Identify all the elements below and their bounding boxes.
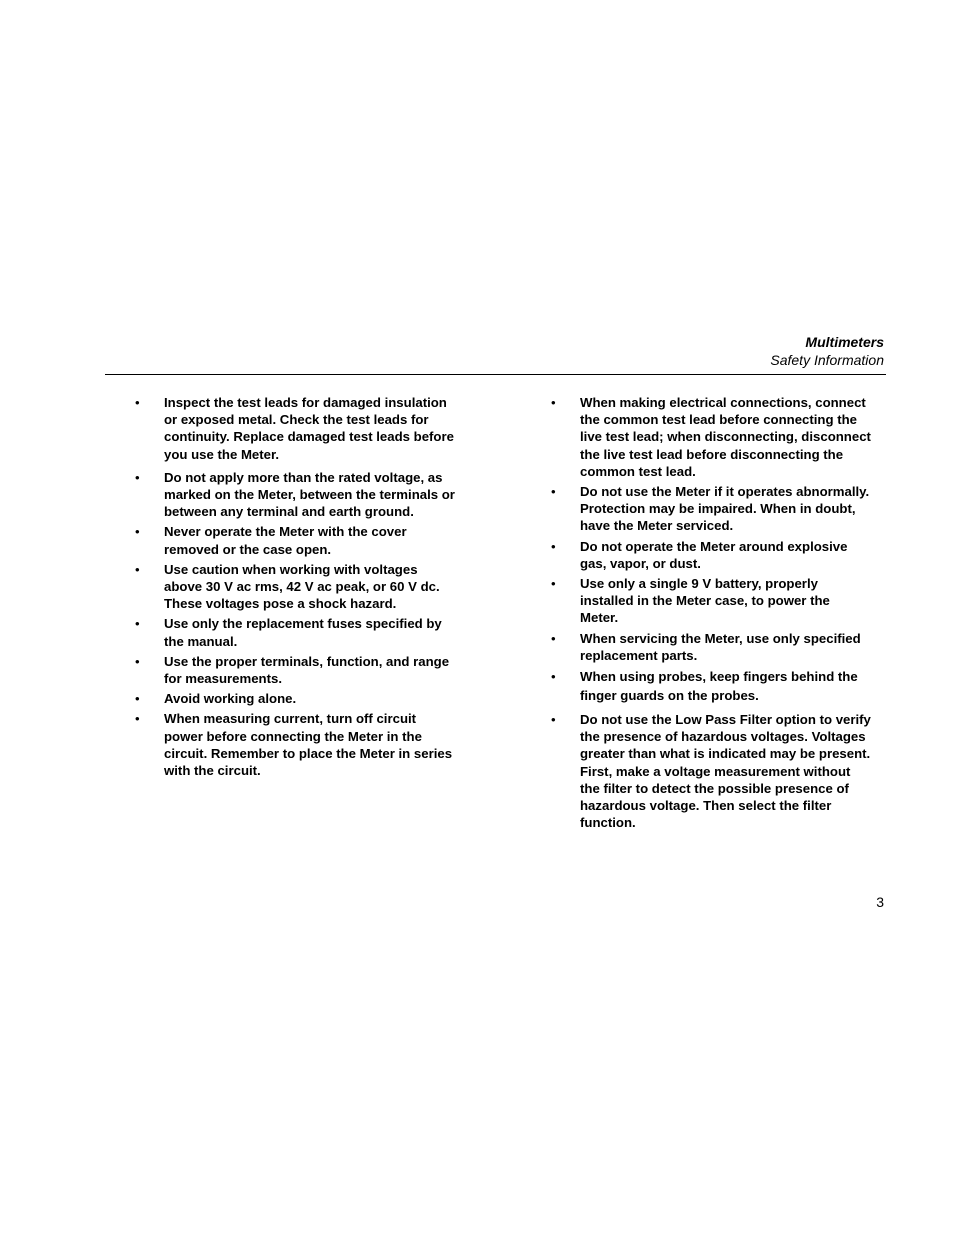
bullet-icon: • [551,484,556,500]
bullet-icon: • [135,561,140,577]
bullet-item [135,615,455,649]
bullet-icon: • [551,630,556,646]
bullet-item [551,667,871,705]
page-number: 3 [876,894,884,910]
bullet-item [551,394,871,480]
bullet-item [551,538,871,572]
bullet-item [135,523,455,557]
bullet-icon: • [135,616,140,632]
bullet-text: Use only the replacement fuses specified by the manual. [164,616,442,649]
bullet-item [135,710,455,779]
bullet-text: Inspect the test leads for damaged insulation or exposed metal. Check the test leads for continuity. Replace damaged test leads before you use the Meter. [164,395,454,462]
bullet-icon: • [551,395,556,410]
bullet-text: Never operate the Meter with the cover removed or the case open. [164,524,407,557]
bullet-icon: • [551,712,556,728]
header-rule [105,374,886,375]
bullet-item [551,575,871,627]
bullet-text: When using probes, keep fingers behind the finger guards on the probes. [580,669,858,704]
bullet-item [135,690,455,707]
bullet-text: Use only a single 9 V battery, properly installed in the Meter case, to power the Meter. [580,576,830,626]
running-header [770,333,884,369]
bullet-icon: • [135,395,140,410]
header-title: Multimeters [805,334,884,350]
right-bullet-column [551,394,871,834]
bullet-text: When making electrical connections, connect the common test lead before connecting the live test lead; when disconnecting, disconnect the live test lead before disconnecting the common test lead. [580,395,871,479]
bullet-icon: • [551,538,556,554]
bullet-icon: • [135,653,140,669]
bullet-icon: • [135,524,140,540]
bullet-text: Do not operate the Meter around explosive gas, vapor, or dust. [580,538,848,571]
bullet-item [551,630,871,664]
bullet-item [135,469,455,521]
bullet-item [135,394,455,463]
bullet-text: When measuring current, turn off circuit power before connecting the Meter in the circuit. Remember to place the Meter in series with the circuit. [164,711,453,779]
bullet-icon: • [551,669,556,685]
bullet-icon: • [551,576,556,592]
bullet-text: Do not apply more than the rated voltage, as marked on the Meter, between the terminals or between any terminal and earth ground. [164,469,455,520]
bullet-icon: • [135,711,140,727]
bullet-text: When servicing the Meter, use only specified replacement parts. [580,630,861,663]
bullet-text: Use caution when working with voltages above 30 V ac rms, 42 V ac peak, or 60 V dc. These voltages pose a shock hazard. [164,561,440,612]
bullet-text: Do not use the Low Pass Filter option to verify the presence of hazardous voltages. Voltages greater than what is indicated may be present. First, make a voltage measurement without the filter to detect the possible presence of hazardous voltage. Then select the filter function. [580,712,871,831]
left-bullet-column [135,394,455,782]
bullet-icon: • [135,469,140,485]
bullet-icon: • [135,691,140,707]
bullet-item [551,483,871,535]
bullet-text: Avoid working alone. [164,691,297,707]
header-subtitle: Safety Information [770,352,884,368]
bullet-text: Do not use the Meter if it operates abnormally. Protection may be impaired. When in doubt, have the Meter serviced. [580,484,870,534]
bullet-text: Use the proper terminals, function, and range for measurements. [164,653,450,687]
bullet-item [551,711,871,831]
bullet-item [135,653,455,687]
bullet-item [135,561,455,613]
